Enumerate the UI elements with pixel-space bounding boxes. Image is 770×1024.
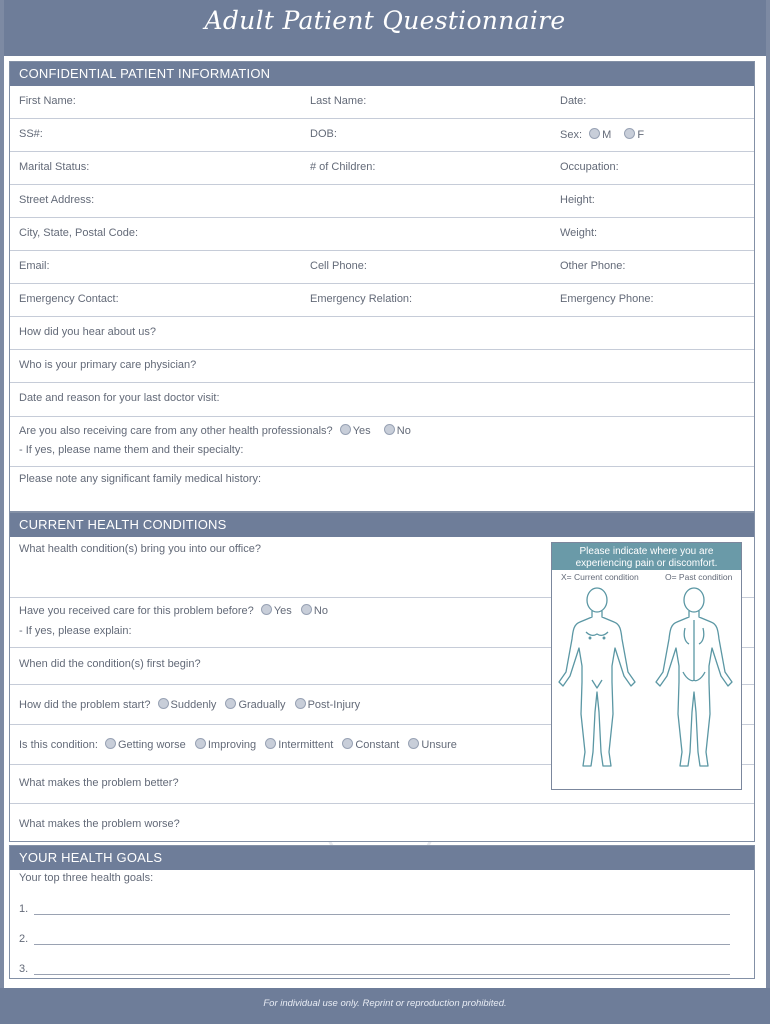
constant-radio[interactable] <box>342 738 353 749</box>
other-care-label: Are you also receiving care from any other health professionals? <box>19 425 333 437</box>
body-back-icon <box>656 588 732 766</box>
health-conditions-header: CURRENT HEALTH CONDITIONS <box>10 513 754 537</box>
received-care-label: Have you received care for this problem before? <box>19 605 254 617</box>
family-history-row <box>10 467 754 511</box>
ssn-field[interactable]: SS#: <box>19 128 43 140</box>
gradually-label: Gradually <box>238 699 286 711</box>
physician-field[interactable]: Who is your primary care physician? <box>19 359 197 371</box>
suddenly-label: Suddenly <box>170 699 217 711</box>
date-field[interactable]: Date: <box>560 95 587 107</box>
last-visit-field[interactable]: Date and reason for your last doctor visit: <box>19 392 220 404</box>
dob-field[interactable]: DOB: <box>310 128 337 140</box>
occupation-field[interactable]: Occupation: <box>560 161 619 173</box>
page-title: Adult Patient Questionnaire <box>204 6 566 35</box>
post-injury-radio[interactable] <box>295 698 306 709</box>
first-begin-field[interactable]: When did the condition(s) first begin? <box>19 658 201 670</box>
hear-about-field[interactable]: How did you hear about us? <box>19 326 156 338</box>
intermittent-label: Intermittent <box>278 739 334 751</box>
patient-info-header: CONFIDENTIAL PATIENT INFORMATION <box>10 62 754 86</box>
sex-f-label: F <box>637 129 645 141</box>
emergency-contact-field[interactable]: Emergency Contact: <box>19 293 119 305</box>
other-care-detail-field[interactable]: - If yes, please name them and their specialty: <box>19 444 244 456</box>
suddenly-radio[interactable] <box>158 698 169 709</box>
height-field[interactable]: Height: <box>560 194 595 206</box>
post-injury-label: Post-Injury <box>307 699 361 711</box>
health-goals-header: YOUR HEALTH GOALS <box>10 846 754 870</box>
how-start-question <box>19 698 360 711</box>
constant-label: Constant <box>355 739 400 751</box>
goal-1-line[interactable] <box>34 914 730 915</box>
cell-phone-field[interactable]: Cell Phone: <box>310 260 367 272</box>
worse-field[interactable]: What makes the problem worse? <box>19 818 180 830</box>
better-field[interactable]: What makes the problem better? <box>19 777 179 789</box>
weight-field[interactable]: Weight: <box>560 227 598 239</box>
left-border <box>0 0 4 1024</box>
how-start-label: How did the problem start? <box>19 699 151 711</box>
intermittent-radio[interactable] <box>265 738 276 749</box>
other-care-yes-label: Yes <box>352 425 371 437</box>
worse-row <box>10 804 754 841</box>
contact-row <box>10 251 754 284</box>
this-condition-label: Is this condition: <box>19 739 98 751</box>
marital-status-field[interactable]: Marital Status: <box>19 161 90 173</box>
emergency-phone-field[interactable]: Emergency Phone: <box>560 293 654 305</box>
unsure-radio[interactable] <box>408 738 419 749</box>
sex-m-label: M <box>602 129 612 141</box>
what-condition-field[interactable]: What health condition(s) bring you into our office? <box>19 543 261 555</box>
family-history-field[interactable]: Please note any significant family medical history: <box>19 473 262 485</box>
first-name-field[interactable]: First Name: <box>19 95 76 107</box>
getting-worse-radio[interactable] <box>105 738 116 749</box>
goals-row <box>10 870 754 977</box>
sex-field <box>560 128 644 141</box>
goal-number-3: 3. <box>19 963 29 975</box>
legend-past: O= Past condition <box>665 572 733 582</box>
legend-current: X= Current condition <box>561 572 639 582</box>
emergency-relation-field[interactable]: Emergency Relation: <box>310 293 413 305</box>
pain-diagram-header <box>552 543 741 570</box>
goal-number-2: 2. <box>19 933 29 945</box>
street-address-field[interactable]: Street Address: <box>19 194 95 206</box>
physician-row <box>10 350 754 383</box>
improving-radio[interactable] <box>195 738 206 749</box>
pain-diagram-title-line2: experiencing pain or discomfort. <box>575 558 718 569</box>
last-name-field[interactable]: Last Name: <box>310 95 367 107</box>
received-care-question <box>19 604 328 617</box>
explain-field[interactable]: - If yes, please explain: <box>19 625 132 637</box>
received-care-no-radio[interactable] <box>301 604 312 615</box>
sex-label: Sex: <box>560 129 583 141</box>
sex-f-radio[interactable] <box>624 128 635 139</box>
health-goals-panel <box>9 845 755 979</box>
street-row <box>10 185 754 218</box>
other-care-no-radio[interactable] <box>384 424 395 435</box>
this-condition-question <box>19 738 457 751</box>
goal-3-line[interactable] <box>34 974 730 975</box>
patient-info-panel <box>9 61 755 512</box>
sex-m-radio[interactable] <box>589 128 600 139</box>
city-state-field[interactable]: City, State, Postal Code: <box>19 227 139 239</box>
body-diagram[interactable] <box>552 584 739 784</box>
goals-prompt: Your top three health goals: <box>19 872 154 884</box>
improving-label: Improving <box>207 739 257 751</box>
unsure-label: Unsure <box>421 739 457 751</box>
received-care-yes-label: Yes <box>273 605 292 617</box>
pain-legend <box>552 570 741 584</box>
received-care-yes-radio[interactable] <box>261 604 272 615</box>
other-care-yes-radio[interactable] <box>340 424 351 435</box>
getting-worse-label: Getting worse <box>117 739 186 751</box>
pain-diagram-title-line1: Please indicate where you are <box>579 546 714 557</box>
other-care-question <box>19 424 411 437</box>
marital-row <box>10 152 754 185</box>
email-field[interactable]: Email: <box>19 260 50 272</box>
city-row <box>10 218 754 251</box>
body-front-icon <box>559 588 635 766</box>
goal-number-1: 1. <box>19 903 29 915</box>
footer-text: For individual use only. Reprint or reproduction prohibited. <box>263 998 507 1009</box>
other-care-row <box>10 417 754 467</box>
gradually-radio[interactable] <box>225 698 236 709</box>
ssn-row <box>10 119 754 152</box>
goal-2-line[interactable] <box>34 944 730 945</box>
hear-row <box>10 317 754 350</box>
name-row <box>10 86 754 119</box>
received-care-no-label: No <box>313 605 328 617</box>
right-border <box>766 0 770 1024</box>
children-field[interactable]: # of Children: <box>310 161 376 173</box>
other-phone-field[interactable]: Other Phone: <box>560 260 626 272</box>
emergency-row <box>10 284 754 317</box>
pain-diagram-box <box>551 542 742 790</box>
last-visit-row <box>10 383 754 417</box>
other-care-no-label: No <box>396 425 411 437</box>
